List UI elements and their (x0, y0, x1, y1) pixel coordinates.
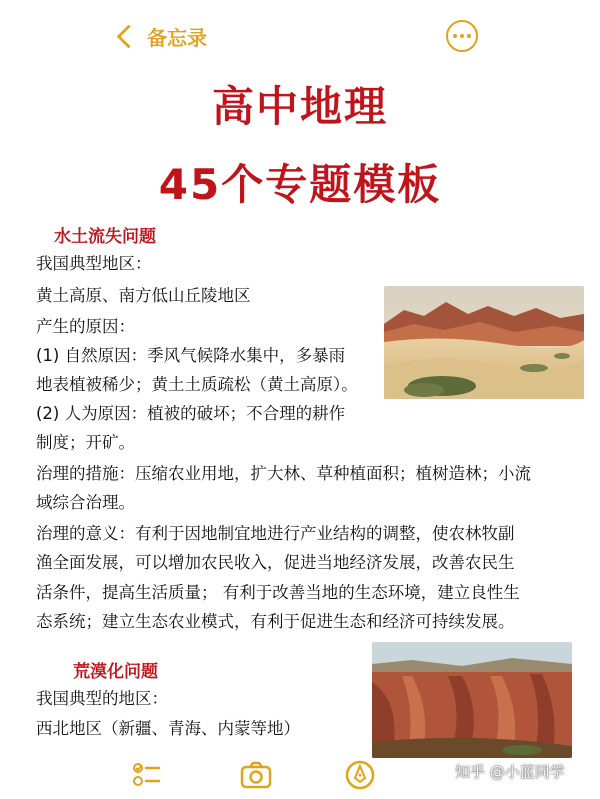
note-line: 黄土高原、南方低山丘陵地区 (36, 286, 251, 305)
note-line: 态系统；建立生态农业模式，有利于促进生态和经济可持续发展。 (36, 612, 515, 631)
note-line: 产生的原因： (36, 317, 135, 336)
note-line: 制度；开矿。 (36, 433, 135, 452)
watermark: 知乎 @小蓝同学 (455, 763, 565, 781)
section-heading-soil-erosion: 水土流失问题 (54, 227, 156, 247)
note-line: 域综合治理。 (36, 493, 135, 512)
page-title: 高中地理 (211, 82, 388, 131)
more-options-button[interactable] (446, 20, 478, 52)
note-line: 渔全面发展，可以增加农民收入，促进当地经济发展，改善农民生 (36, 553, 515, 572)
back-button[interactable] (120, 20, 207, 52)
checklist-icon[interactable] (132, 760, 162, 790)
note-line: 地表植被稀少；黄土土质疏松（黄土高原）。 (36, 375, 358, 394)
note-line: 活条件，提高生活质量； 有利于改善当地的生态环境，建立良性生 (36, 583, 520, 602)
note-line: (2) 人为原因：植被的破坏；不合理的耕作 (36, 404, 346, 423)
note-line: 西北地区（新疆、青海、内蒙等地） (36, 719, 300, 738)
note-line: 我国典型的地区： (36, 689, 168, 708)
eroded-landscape-photo (372, 642, 572, 758)
note-line: (1) 自然原因：季风气候降水集中，多暴雨 (36, 346, 346, 365)
camera-icon[interactable] (240, 760, 270, 790)
pen-icon[interactable] (345, 760, 375, 790)
desert-photo (384, 286, 584, 399)
note-line: 治理的意义：有利于因地制宜地进行产业结构的调整，使农林牧副 (36, 524, 515, 543)
page-subtitle: 45个专题模板 (158, 160, 442, 209)
section-heading-desertification: 荒漠化问题 (73, 662, 158, 682)
note-line: 我国典型地区： (36, 254, 152, 273)
back-label: 备忘录 (147, 25, 207, 50)
ellipsis-circle-icon (453, 34, 457, 38)
top-bar (0, 0, 600, 68)
chevron-left-icon (116, 24, 140, 48)
note-line: 治理的措施：压缩农业用地，扩大林、草种植面积；植树造林；小流 (36, 464, 531, 483)
